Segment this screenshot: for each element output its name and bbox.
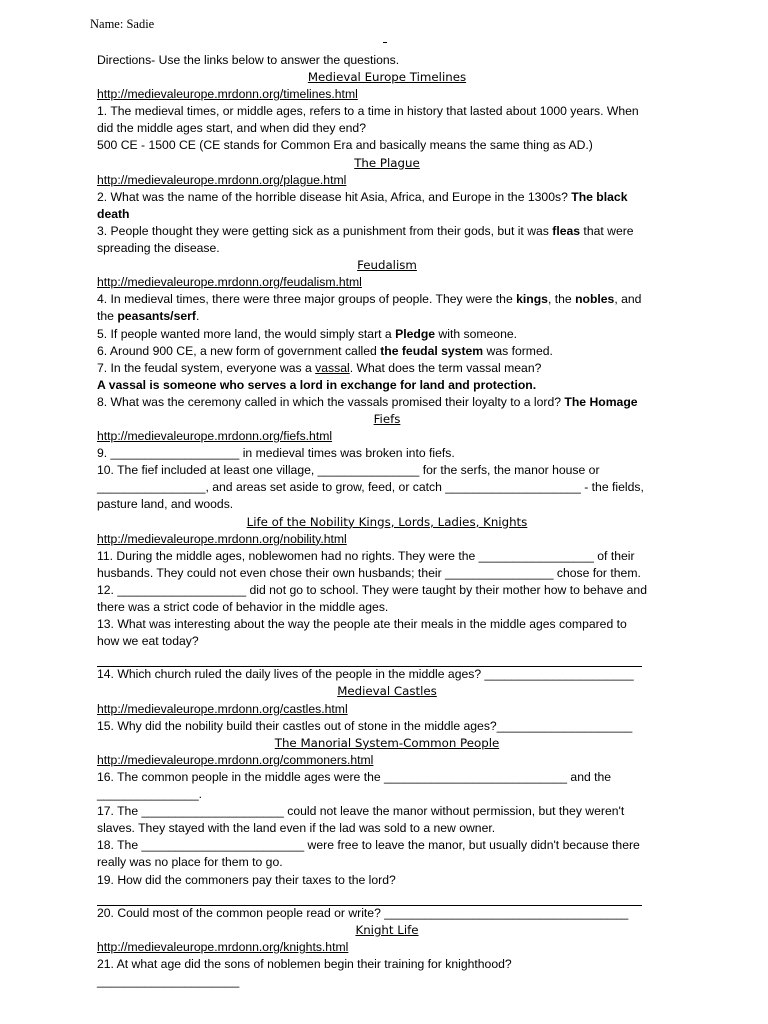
resource-link[interactable]: http://medievaleurope.mrdonn.org/timelines.html <box>97 87 358 102</box>
text-line: 12. ___________________ did not go to school. They were taught by their mother how to behave and <box>97 582 647 597</box>
text-line <box>97 377 677 394</box>
section-title: The Plague <box>354 155 420 170</box>
text-line: 500 CE - 1500 CE (CE stands for Common Era and basically means the same thing as AD.) <box>97 138 593 153</box>
text-segment: the <box>97 309 118 324</box>
text-segment: 5. If people wanted more land, the would simply start a <box>97 326 396 341</box>
section-title: Medieval Castles <box>337 684 437 699</box>
text-line: _______________. <box>97 787 203 802</box>
section-title: Medieval Europe Timelines <box>307 70 467 85</box>
text-line: spreading the disease. <box>97 241 220 256</box>
text-segment: . <box>195 309 200 324</box>
text-line: there was a strict code of behavior in the middle ages. <box>97 600 389 614</box>
text-line <box>97 360 677 377</box>
resource-link[interactable]: http://medievaleurope.mrdonn.org/fiefs.html <box>97 429 333 444</box>
text-line: 17. The _____________________ could not leave the manor without permission, but they weren't <box>97 804 625 819</box>
section-title: Feudalism <box>357 258 417 273</box>
text-line: 13. What was interesting about the way the people ate their meals in the middle ages compared to <box>97 617 627 632</box>
answer-line <box>97 889 642 906</box>
text-line <box>97 326 677 343</box>
text-line: slaves. They stayed with the land even if the lad was sold to a new owner. <box>97 821 496 836</box>
answer-text: kings <box>516 292 548 307</box>
resource-link[interactable]: http://medievaleurope.mrdonn.org/feudalism.html <box>97 275 362 290</box>
text-line <box>97 291 677 308</box>
text-line: pasture land, and woods. <box>97 497 234 512</box>
answer-text: fleas <box>552 223 581 238</box>
text-line <box>97 343 677 360</box>
answer-text: The black <box>571 189 628 204</box>
text-line: 14. Which church ruled the daily lives of the people in the middle ages? ______________________ <box>97 667 634 682</box>
text-line <box>97 189 677 206</box>
text-line <box>97 394 677 411</box>
answer-text: The Homage <box>564 394 638 409</box>
text-line: 19. How did the commoners pay their taxes to the lord? <box>97 872 396 887</box>
student-name: Name: Sadie <box>90 17 155 31</box>
text-line: really was no place for them to go. <box>97 855 283 870</box>
resource-link[interactable]: http://medievaleurope.mrdonn.org/commoners.html <box>97 752 374 767</box>
text-segment: 4. In medieval times, there were three major groups of people. They were the <box>97 292 517 307</box>
text-line: 9. ___________________ in medieval times was broken into fiefs. <box>97 446 455 461</box>
text-line <box>97 308 677 325</box>
text-segment: , the <box>547 292 576 307</box>
underlined-term: vassal <box>315 360 350 375</box>
text-segment: with someone. <box>435 326 518 341</box>
text-line <box>97 206 677 223</box>
text-segment: 2. What was the name of the horrible disease hit Asia, Africa, and Europe in the 1300s? <box>97 189 572 204</box>
text-line: husbands. They could not even chose their own husbands; their ________________ chose for them. <box>97 565 641 580</box>
text-line: 21. At what age did the sons of noblemen begin their training for knighthood? <box>97 956 512 971</box>
text-line: did the middle ages start, and when did they end? <box>97 121 366 136</box>
section-title: Fiefs <box>373 411 401 426</box>
text-line: 16. The common people in the middle ages were the ___________________________ and the <box>97 769 612 784</box>
text-line: 15. Why did the nobility build their castles out of stone in the middle ages?____________________ <box>97 718 633 733</box>
text-line: Directions- Use the links below to answer the questions. <box>97 53 400 67</box>
answer-text: Pledge <box>395 326 436 341</box>
text-line: _____________________ <box>97 974 240 989</box>
text-segment: . What does the term vassal mean? <box>349 360 542 375</box>
text-segment: 6. Around 900 CE, a new form of government called <box>97 343 381 358</box>
text-segment: that were <box>580 223 634 238</box>
answer-text: the feudal system <box>380 343 484 358</box>
text-line: 11. During the middle ages, noblewomen had no rights. They were the _________________ of their <box>97 548 635 563</box>
text-line: 1. The medieval times, or middle ages, refers to a time in history that lasted about 1000 years. When <box>97 104 639 119</box>
text-line: ________________, and areas set aside to grow, feed, or catch ____________________ - the fields, <box>97 480 644 495</box>
text-line: 18. The ________________________ were free to leave the manor, but usually didn't because there <box>97 838 640 853</box>
resource-link[interactable]: http://medievaleurope.mrdonn.org/knights.html <box>97 939 349 954</box>
answer-text: death <box>97 206 130 221</box>
text-segment: was formed. <box>483 343 553 358</box>
text-line <box>97 223 677 240</box>
text-line: how we eat today? <box>97 634 199 649</box>
resource-link[interactable]: http://medievaleurope.mrdonn.org/castles.html <box>97 701 348 716</box>
text-line: 20. Could most of the common people read or write? ____________________________________ <box>97 905 629 920</box>
answer-line <box>97 650 642 667</box>
section-title: The Manorial System-Common People <box>274 735 500 750</box>
text-segment: 3. People thought they were getting sick as a punishment from their gods, but it was <box>97 223 553 238</box>
section-title: Knight Life <box>355 922 419 937</box>
answer-text: A vassal is someone who serves a lord in exchange for land and protection. <box>97 377 537 392</box>
answer-text: nobles <box>575 292 615 307</box>
resource-link[interactable]: http://medievaleurope.mrdonn.org/plague.html <box>97 172 347 187</box>
worksheet-content <box>97 52 677 990</box>
text-segment: , and <box>614 292 642 307</box>
text-segment: 7. In the feudal system, everyone was a <box>97 360 316 375</box>
text-line: 10. The fief included at least one village, _______________ for the serfs, the manor house or <box>97 463 600 478</box>
page-mark <box>383 42 387 43</box>
section-title: Life of the Nobility Kings, Lords, Ladies, Knights <box>246 514 528 529</box>
text-segment: 8. What was the ceremony called in which the vassals promised their loyalty to a lord? <box>97 394 565 409</box>
resource-link[interactable]: http://medievaleurope.mrdonn.org/nobility.html <box>97 531 347 546</box>
answer-text: peasants/serf <box>117 309 196 324</box>
